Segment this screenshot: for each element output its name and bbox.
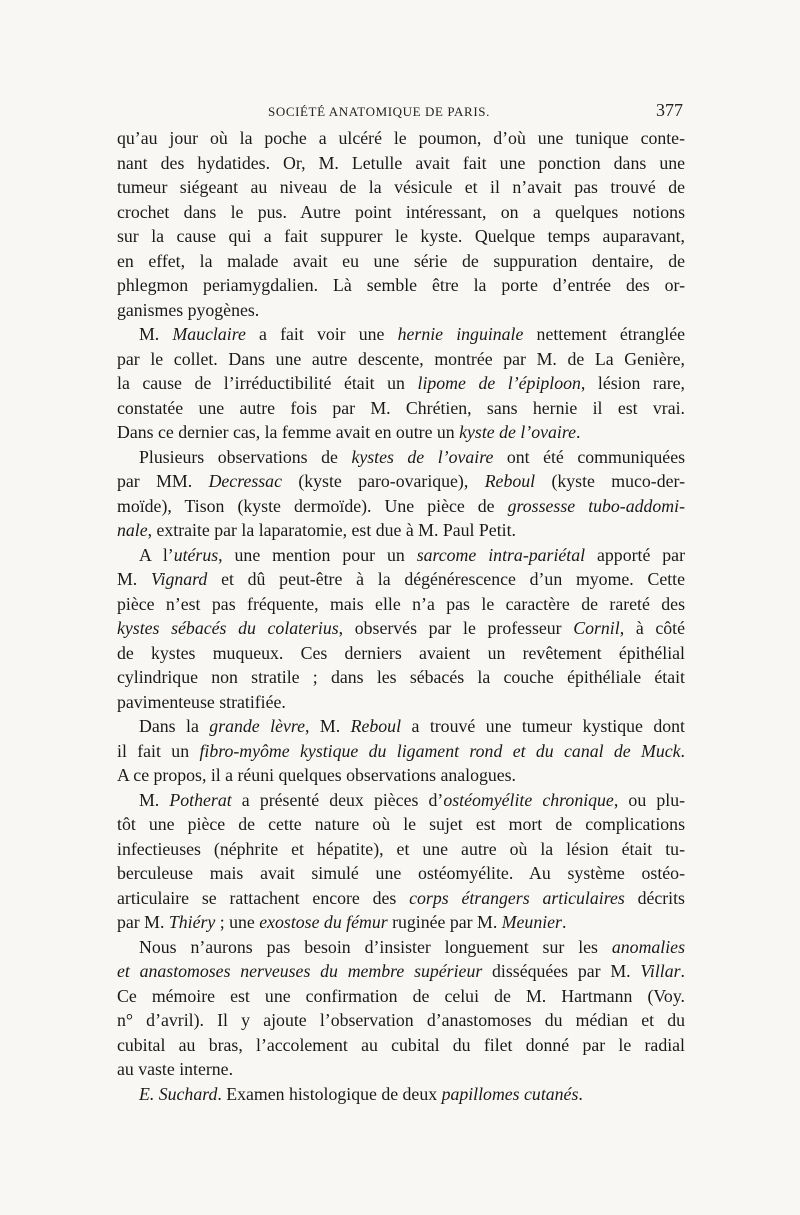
text-segment: M. [139,324,173,344]
text-segment: apporté par [585,544,685,565]
italic-text: Mauclaire [172,324,246,344]
text-line [117,445,685,470]
text-segment: ruginée par M. [387,912,502,932]
text-line [117,959,685,984]
text-segment: nettement étranglée [523,324,685,344]
italic-text: grossesse tubo-addomi- [507,495,685,516]
text-line [117,371,685,396]
text-segment: par MM. [117,471,209,491]
text-line [117,665,685,690]
text-segment: . [680,740,685,761]
text-segment: infectieuses (néphrite et hépatite), et une autre où la lésion était tu- [117,838,685,859]
text-segment: A ce propos, il a réuni quelques observations analogues. [117,765,516,785]
text-segment: Nous n’aurons pas besoin d’insister longuement sur les [139,936,612,957]
text-segment: , observés par le professeur [338,618,574,638]
text-segment: par M. [117,912,169,932]
text-line [117,837,685,862]
body-text [117,126,685,1106]
italic-text: Thiéry [168,912,216,932]
text-segment: Dans ce dernier cas, la femme avait en outre un [117,422,460,442]
text-segment: qu’au jour où la poche a ulcéré le poumon, d’où une tunique conte- [117,128,685,148]
text-line [117,126,685,151]
text-segment: tôt une pièce de cette nature où le sujet est mort de complications [117,814,685,834]
text-line [117,518,685,543]
text-line [117,641,685,666]
text-segment: crochet dans le pus. Autre point intéressant, on a quelques notions [117,201,685,222]
text-segment: Dans la [139,716,210,736]
italic-text: lipome de l’épiploon [417,373,581,393]
page-number: 377 [656,100,683,120]
italic-text: Reboul [350,716,402,736]
text-segment: berculeuse mais avait simulé une ostéomyélite. Au système ostéo- [117,863,685,883]
text-segment: A l’ [139,544,174,565]
italic-text: kystes sébacés du colaterius [117,618,339,638]
text-line [117,812,685,837]
text-segment: en effet, la malade avait eu une série de suppuration dentaire, de [117,250,685,271]
italic-text: Vignard [151,569,208,589]
text-segment: sur la cause qui a fait suppurer le kyste. Quelque temps auparavant, [117,226,685,246]
text-line [117,469,685,494]
text-segment: la cause de l’irréductibilité était un [117,373,418,393]
text-segment: tumeur siégeant au niveau de la vésicule et il n’avait pas trouvé de [117,177,685,197]
running-title: SOCIÉTÉ ANATOMIQUE DE PARIS. [268,104,490,119]
text-line [117,420,685,445]
text-segment: pièce n’est pas fréquente, mais elle n’a pas le caractère de rareté des [117,593,685,614]
text-segment: M. [139,789,170,810]
text-line [117,714,685,739]
text-segment: Ce mémoire est une confirmation de celui de M. Hartmann (Voy. [117,985,685,1006]
text-segment: ont été communiquées [493,446,685,467]
text-segment: . Examen histologique de deux [217,1083,442,1104]
text-line [117,567,685,592]
text-line [117,322,685,347]
text-line [117,347,685,372]
italic-text: kystes de l’ovaire [351,446,494,467]
text-line [117,886,685,911]
italic-text: kyste de l’ovaire [459,422,576,442]
italic-text: sarcome intra-pariétal [416,544,586,565]
text-segment: par le collet. Dans une autre descente, montrée par M. de La Genière, [117,348,685,369]
text-segment: nant des hydatides. Or, M. Letulle avait fait une ponction dans une [117,152,685,173]
text-line [117,1008,685,1033]
text-segment: , une mention pour un [218,544,417,565]
text-segment: de kystes muqueux. Ces derniers avaient un revêtement épithélial [117,642,685,663]
text-segment: cubital au bras, l’accolement au cubital du filet donné par le radial [117,1034,685,1055]
text-segment: (kyste muco-der- [535,471,685,491]
text-segment: et dû peut-être à la dégénérescence d’un myome. Cette [207,569,685,589]
text-segment: articulaire se rattachent encore des [117,887,410,908]
italic-text: anomalies [611,936,685,957]
text-segment: (kyste paro-ovarique), [281,471,485,491]
italic-text: utérus [173,544,219,565]
italic-text: nale [117,520,148,540]
text-segment: Plusieurs observations de [139,446,352,467]
text-segment: a trouvé une tumeur kystique dont [401,716,685,736]
page-header [118,100,683,124]
text-line [117,1033,685,1058]
text-line [117,494,685,519]
text-segment: M. [117,569,152,589]
text-line [117,616,685,641]
text-segment: . [680,961,685,981]
italic-text: hernie inguinale [397,324,524,344]
text-segment: , lésion rare, [580,373,685,393]
text-segment: phlegmon periamygdalien. Là semble être la porte d’entrée des or- [117,275,685,295]
text-segment: a présenté deux pièces d’ [231,789,444,810]
text-line [117,151,685,176]
text-segment: il fait un [117,740,200,761]
italic-text: Potherat [169,789,232,810]
text-segment: pavimenteuse stratifiée. [117,691,286,712]
text-segment: , extraite par la laparatomie, est due à M. Paul Petit. [147,520,516,540]
text-segment: ; une [215,912,260,932]
text-segment: décrits [624,887,685,908]
italic-text: corps étrangers articulaires [409,887,625,908]
text-line [117,984,685,1009]
text-segment: disséquées par M. [482,961,641,981]
italic-text: ostéomyélite chronique [443,789,614,810]
text-segment: au vaste interne. [117,1059,234,1079]
text-segment: n° d’avril). Il y ajoute l’observation d’anastomoses du médian et du [117,1010,685,1030]
text-segment: , M. [305,716,351,736]
text-segment: cylindrique non stratile ; dans les sébacés la couche épithéliale était [117,667,685,687]
text-segment: . [575,422,581,442]
text-line [117,1057,685,1082]
text-line [117,861,685,886]
italic-text: Reboul [484,471,536,491]
italic-text: exostose du fémur [259,912,388,932]
text-line [117,592,685,617]
text-segment: constatée une autre fois par M. Chrétien, sans hernie il est vrai. [117,397,685,418]
text-line [117,1082,685,1107]
text-line [117,788,685,813]
text-line [117,910,685,935]
text-segment: . [578,1083,583,1104]
text-segment: . [561,912,567,932]
text-segment: a fait voir une [245,324,398,344]
text-line [117,935,685,960]
italic-text: papillomes cutanés [441,1083,579,1104]
italic-text: E. Suchard [139,1083,218,1104]
text-line [117,543,685,568]
text-segment: , à côté [619,618,685,638]
italic-text: et anastomoses nerveuses du membre supérieur [117,961,483,981]
text-line [117,175,685,200]
text-line [117,690,685,715]
text-segment: moïde), Tison (kyste dermoïde). Une pièce de [117,495,508,516]
text-segment: ganismes pyogènes. [117,299,260,320]
italic-text: fibro-myôme kystique du ligament rond et du canal de Muck [199,740,681,761]
text-line [117,200,685,225]
italic-text: Decressac [208,471,282,491]
italic-text: Meunier [501,912,562,932]
text-line [117,224,685,249]
text-line [117,249,685,274]
text-segment: , ou plu- [613,789,685,810]
text-line [117,763,685,788]
text-line [117,739,685,764]
text-line [117,298,685,323]
text-line [117,273,685,298]
italic-text: Villar [640,961,681,981]
italic-text: Cornil [573,618,620,638]
italic-text: grande lèvre [209,716,306,736]
text-line [117,396,685,421]
